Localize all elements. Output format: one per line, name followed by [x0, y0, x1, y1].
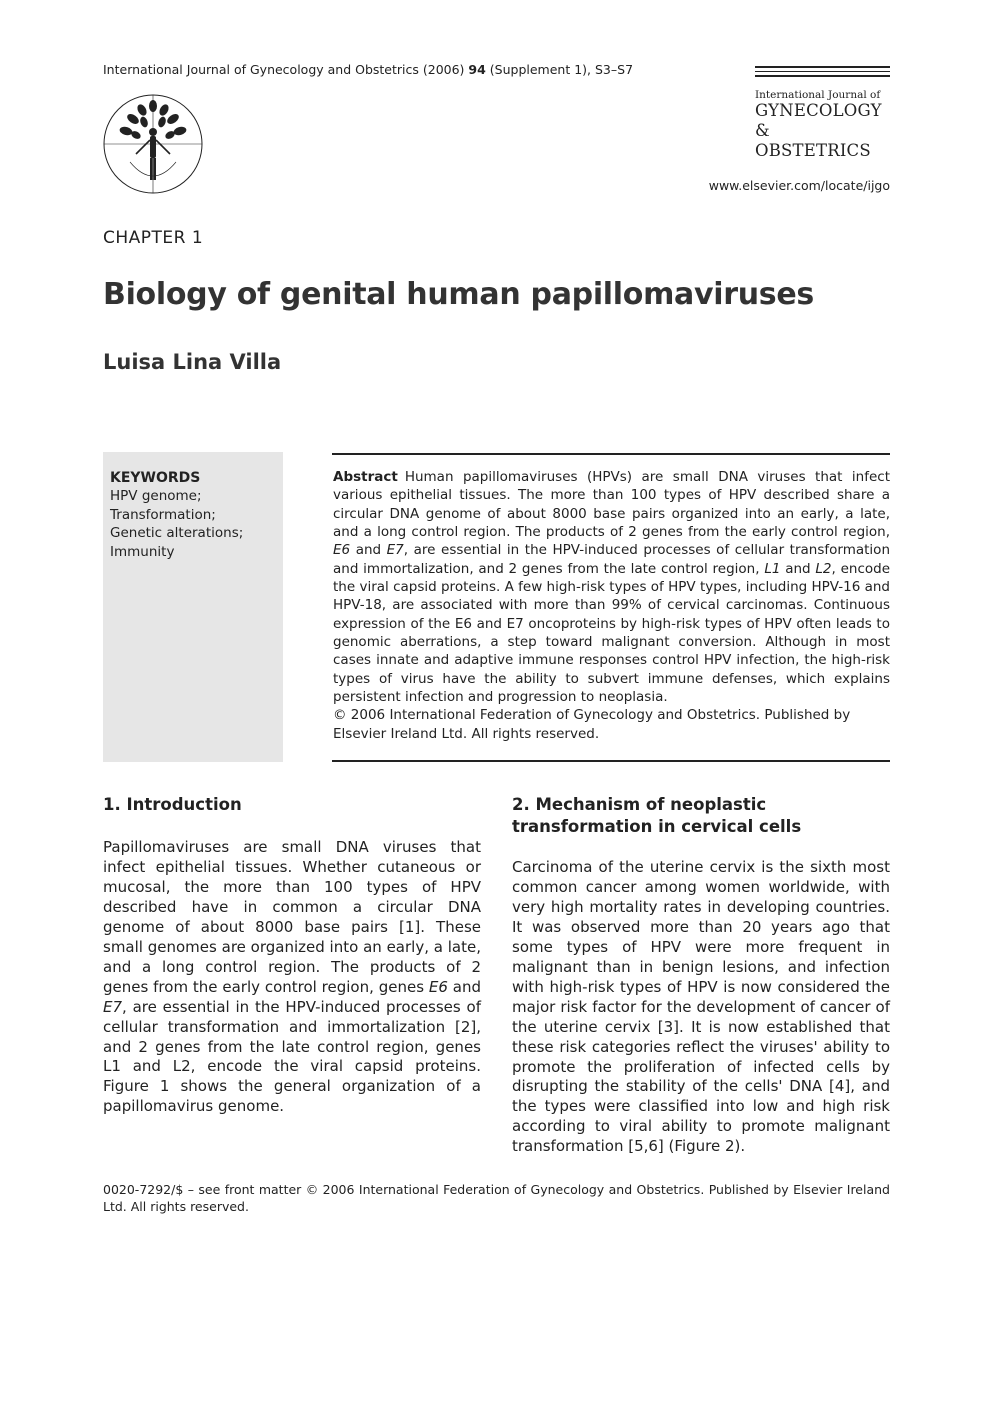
keyword-item: HPV genome; [110, 488, 202, 505]
section2-heading: 2. Mechanism of neoplastic transformation in cervical cells [512, 795, 802, 836]
keywords-heading: KEYWORDS [110, 470, 201, 486]
journal-volume: 94 [468, 62, 486, 77]
page-footer: 0020-7292/$ – see front matter © 2006 International Federation of Gynecology and Obstetrics. Published by Elsevier Ireland Ltd. All rights reserved. [103, 1182, 890, 1214]
keyword-item: Transformation; [110, 506, 216, 523]
abstract-top-rule [332, 453, 890, 455]
abstract-paragraph: Abstract Human papillomaviruses (HPVs) are small DNA viruses that infect various epithelial tissues. The more than 100 types of HPV described share a circular DNA genome of about 8000 base pairs organized into an early, a late, and a long control region. The products of 2 genes from the early control region, E6 and E7, are essential in the HPV-induced processes of cellular transformation and immortalization, and 2 genes from the late control region, L1 and L2, encode the viral capsid proteins. A few high-risk types of HPV types, including HPV-16 and HPV-18, are associated with more than 99% of cervical carcinomas. Continuous expression of the E6 and E7 oncoproteins by high-risk types of HPV often leads to genomic aberrations, a step toward malignant conversion. Although in most cases innate and adaptive immune responses control HPV infection, the high-risk types of virus have the ability to subvert immune defenses, which explains persistent infection and progression to neoplasia. [333, 469, 890, 706]
keywords-box [103, 452, 283, 762]
journal-box-line1: International Journal of [755, 89, 881, 101]
keyword-item: Immunity [110, 543, 175, 560]
journal-ref-text: International Journal of Gynecology and Obstetrics (2006) [103, 62, 469, 77]
section2-body: Carcinoma of the uterine cervix is the sixth most common cancer among women worldwide, with very high mortality rates in developing countries. It was observed more than 20 years ago that some types of HPV were more frequent in malignant than in benign lesions, and infection with high-risk types of HPV is now considered the major risk factor for the development of cancer of the uterine cervix [3]. It is now established that these risk categories reflect the viruses' ability to promote the proliferation of infected cells by disrupting the stability of the cells' DNA [4], and the types were classified into low and high risk according to viral ability to promote malignant transformation [5,6] (Figure 2). [512, 858, 890, 1156]
journal-title-box [755, 66, 890, 161]
author-name: Luisa Lina Villa [103, 350, 282, 374]
article-title: Biology of genital human papillomaviruses [103, 277, 814, 312]
abstract-bottom-rule [332, 760, 890, 762]
journal-reference [103, 62, 633, 77]
abstract-copyright: © 2006 International Federation of Gynecology and Obstetrics. Published by Elsevier Ireland Ltd. All rights reserved. [333, 707, 851, 742]
section1-heading: 1. Introduction [103, 795, 242, 814]
journal-ref-pages: (Supplement 1), S3–S7 [485, 62, 634, 77]
abstract-label: Abstract [333, 469, 398, 485]
journal-box-line3: & OBSTETRICS [755, 121, 871, 160]
journal-box-line2: GYNECOLOGY [755, 101, 882, 120]
chapter-label: CHAPTER 1 [103, 228, 204, 248]
journal-logo [100, 92, 206, 196]
section1-body: Papillomaviruses are small DNA viruses that infect epithelial tissues. Whether cutaneous or mucosal, the more than 100 types of HPV described have in common a circular DNA genome of about 8000 base pairs [1]. These small genomes are organized into an early, a late, and a long control region. The products of 2 genes from the early control region, genes E6 and E7, are essential in the HPV-induced processes of cellular transformation and immortalization [2], and 2 genes from the late control region, genes L1 and L2, encode the viral capsid proteins. Figure 1 shows the general organization of a papillomavirus genome. [103, 838, 481, 1116]
journal-url[interactable]: www.elsevier.com/locate/ijgo [708, 178, 890, 193]
abstract [333, 468, 890, 743]
keyword-item: Genetic alterations; [110, 525, 244, 542]
